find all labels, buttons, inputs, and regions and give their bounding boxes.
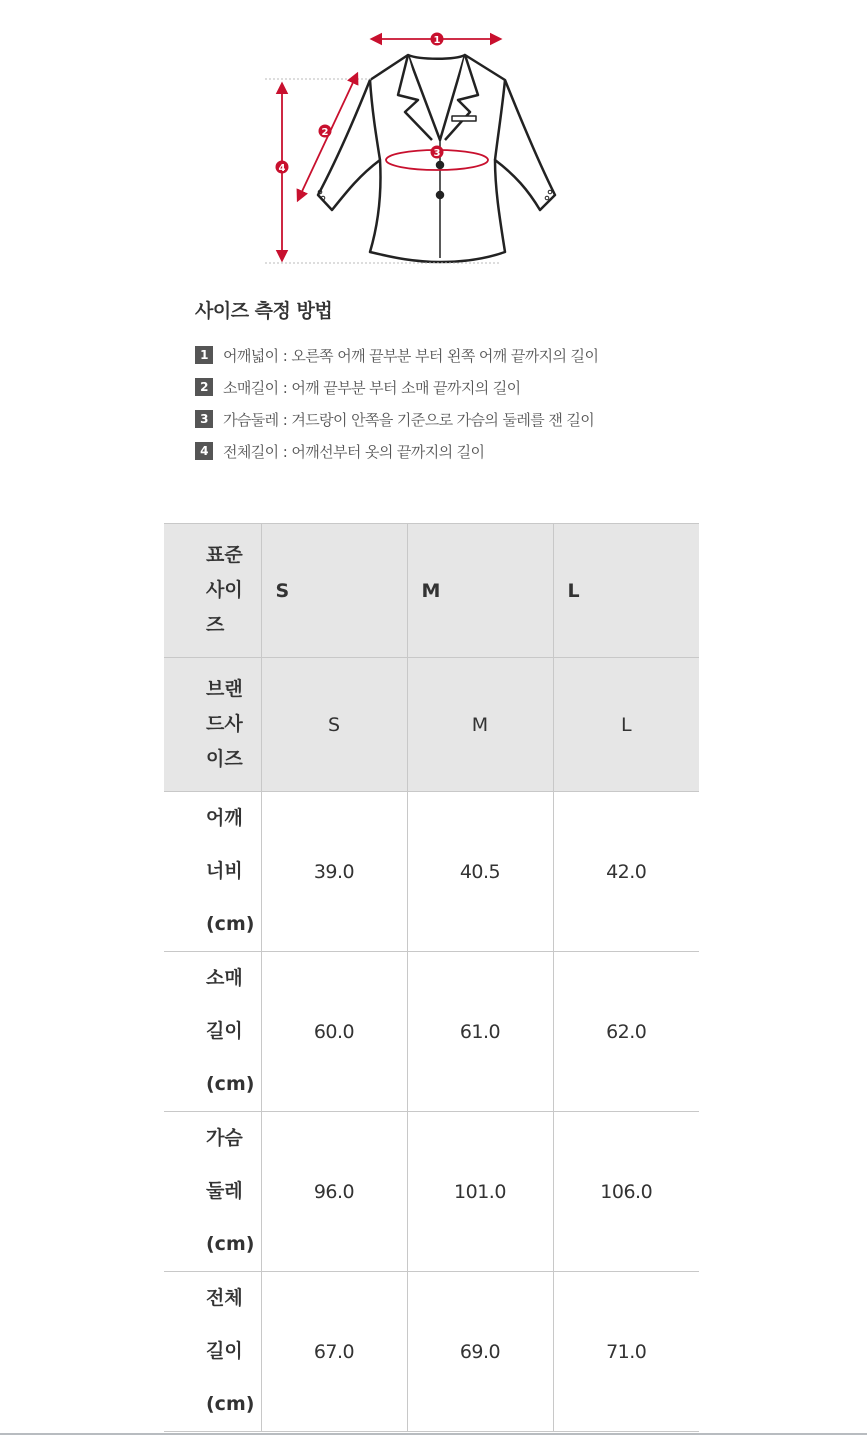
row-label: 어깨너비(cm)	[164, 792, 261, 952]
table-cell: 67.0	[261, 1272, 407, 1432]
table-cell: L	[553, 524, 699, 658]
table-cell: M	[407, 524, 553, 658]
guide-title: 사이즈 측정 방법	[195, 300, 333, 322]
table-cell: S	[261, 658, 407, 792]
table-cell: 62.0	[553, 952, 699, 1112]
marker-1-text: 1	[433, 35, 441, 46]
guide-item-sleeve	[195, 371, 715, 403]
table-row	[164, 1112, 699, 1272]
table-cell: 106.0	[553, 1112, 699, 1272]
table-cell: 69.0	[407, 1272, 553, 1432]
table-cell: 61.0	[407, 952, 553, 1112]
table-cell: 42.0	[553, 792, 699, 952]
measurement-guide	[195, 296, 715, 467]
table-row-standard-size	[164, 524, 699, 658]
table-cell: S	[261, 524, 407, 658]
table-cell: 40.5	[407, 792, 553, 952]
table-cell: 39.0	[261, 792, 407, 952]
table-row-brand-size	[164, 658, 699, 792]
table-row	[164, 952, 699, 1112]
table-row	[164, 792, 699, 952]
table-cell: M	[407, 658, 553, 792]
guide-item-shoulder	[195, 339, 715, 371]
guide-text: 가슴둘레 : 겨드랑이 안쪽을 기준으로 가슴의 둘레를 잰 길이	[223, 410, 595, 429]
row-label: 가슴둘레(cm)	[164, 1112, 261, 1272]
table-cell: L	[553, 658, 699, 792]
table-row	[164, 1272, 699, 1432]
guide-text: 어깨넓이 : 오른쪽 어깨 끝부분 부터 왼쪽 어깨 끝까지의 길이	[223, 346, 599, 365]
jacket-measurement-diagram	[0, 0, 867, 290]
guide-text: 전체길이 : 어깨선부터 옷의 끝까지의 길이	[223, 442, 485, 461]
guide-number-badge: 3	[195, 410, 213, 428]
size-table	[164, 523, 699, 1432]
row-label: 표준사이즈	[164, 524, 261, 658]
guide-text: 소매길이 : 어깨 끝부분 부터 소매 끝까지의 길이	[223, 378, 521, 397]
marker-2-text: 2	[321, 127, 329, 138]
page-bottom-divider	[0, 1433, 867, 1435]
guide-number-badge: 2	[195, 378, 213, 396]
row-label: 전체길이(cm)	[164, 1272, 261, 1432]
guide-number-badge: 4	[195, 442, 213, 460]
table-cell: 101.0	[407, 1112, 553, 1272]
table-cell: 60.0	[261, 952, 407, 1112]
marker-3-text: 3	[433, 148, 441, 159]
table-cell: 71.0	[553, 1272, 699, 1432]
guide-item-chest	[195, 403, 715, 435]
marker-4-text: 4	[278, 163, 286, 174]
table-cell: 96.0	[261, 1112, 407, 1272]
guide-item-length	[195, 435, 715, 467]
guide-number-badge: 1	[195, 346, 213, 364]
row-label: 소매길이(cm)	[164, 952, 261, 1112]
row-label: 브랜드사이즈	[164, 658, 261, 792]
